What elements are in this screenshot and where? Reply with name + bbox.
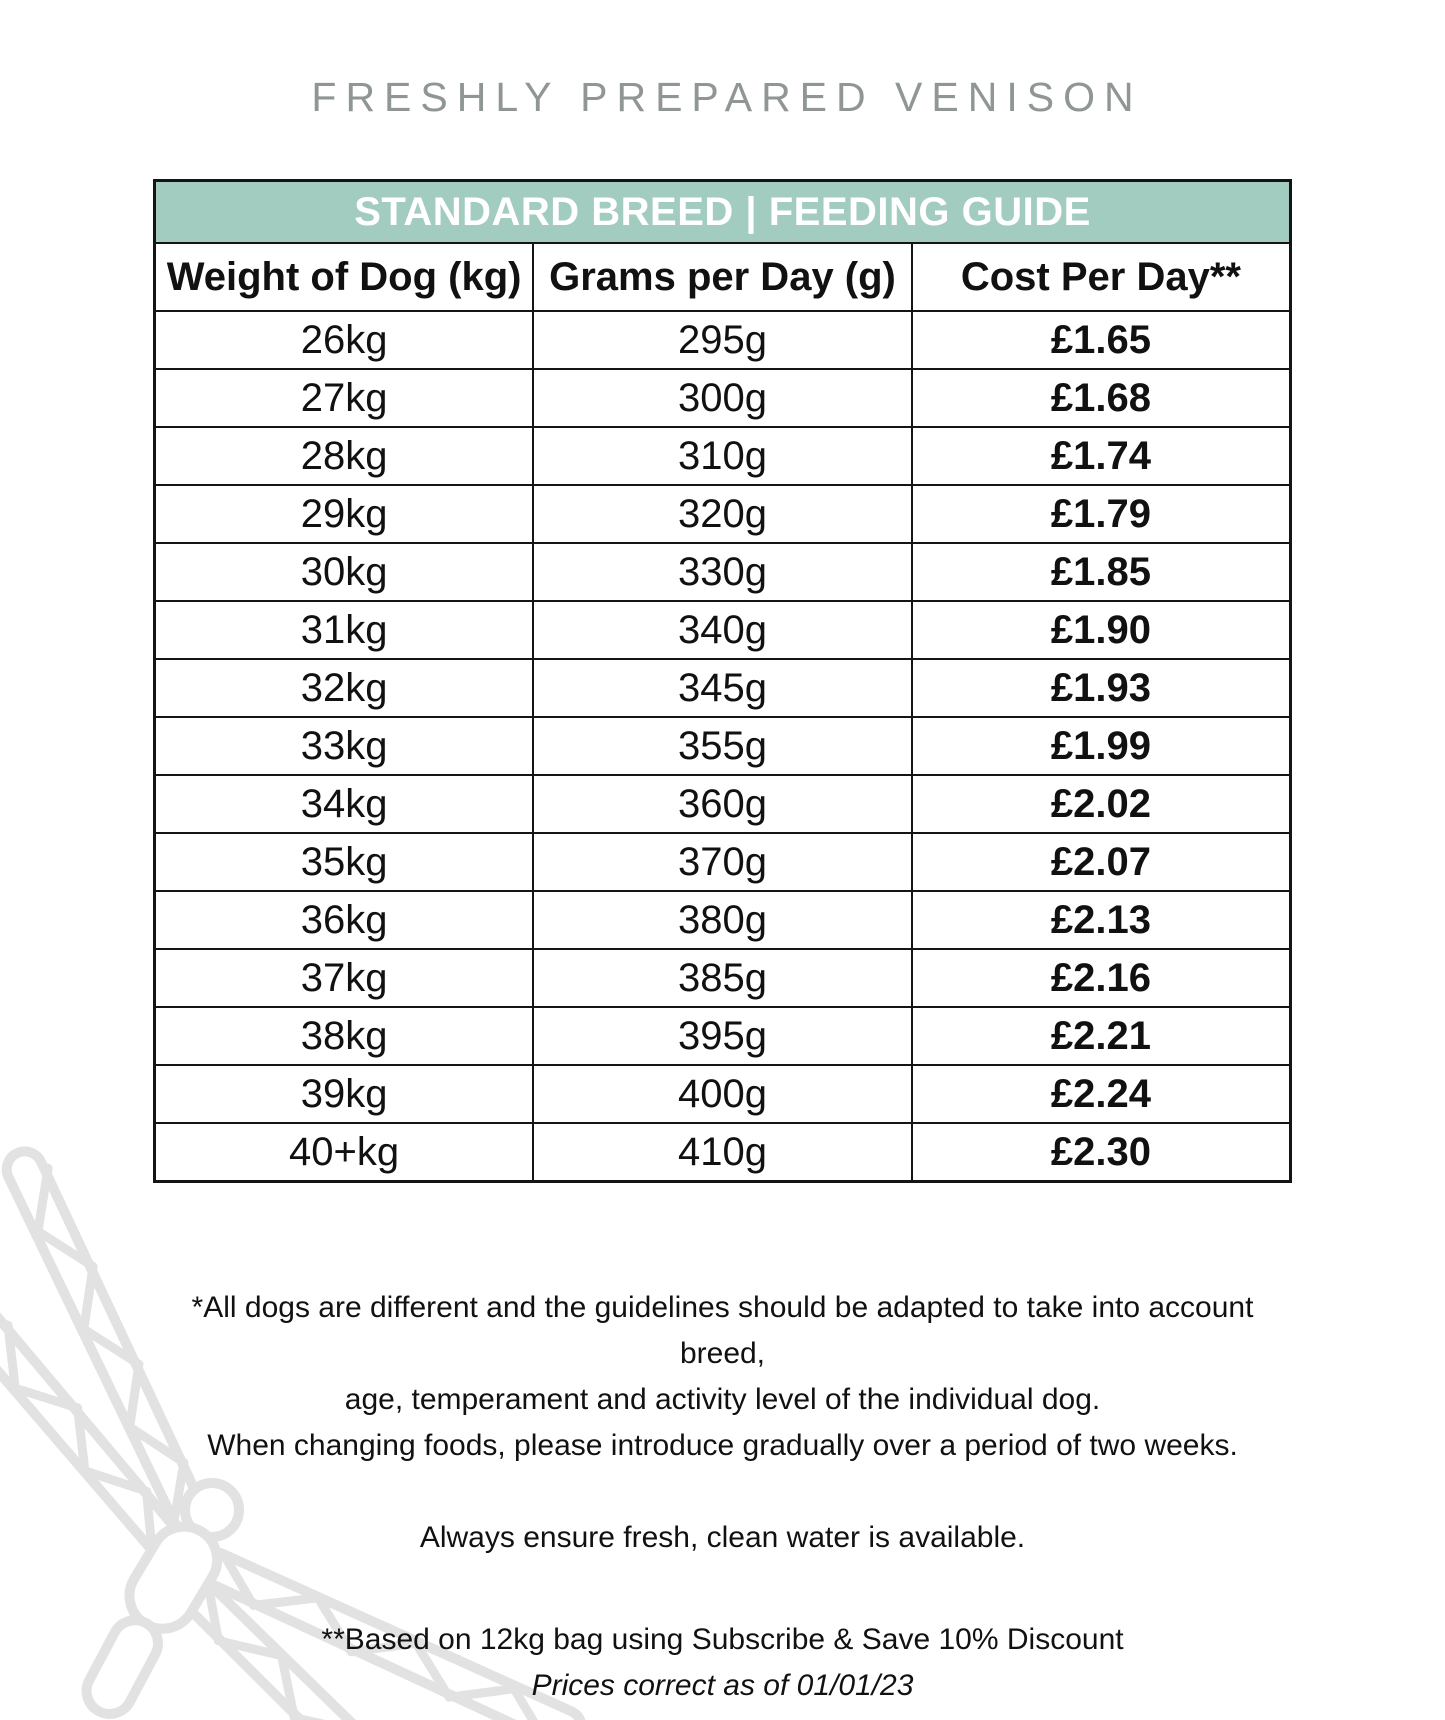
cell-grams: 410g xyxy=(533,1123,912,1182)
table-banner: STANDARD BREED | FEEDING GUIDE xyxy=(155,181,1291,244)
cell-cost: £1.65 xyxy=(912,311,1291,369)
note-adapt xyxy=(153,1285,1292,1469)
cell-weight: 35kg xyxy=(155,833,534,891)
cell-cost: £1.74 xyxy=(912,427,1291,485)
cell-grams: 360g xyxy=(533,775,912,833)
table-row xyxy=(155,775,1291,833)
cell-weight: 34kg xyxy=(155,775,534,833)
cell-grams: 400g xyxy=(533,1065,912,1123)
column-header-cost: Cost Per Day** xyxy=(912,243,1291,311)
note-adapt-line2: age, temperament and activity level of the individual dog. xyxy=(344,1383,1101,1416)
cell-grams: 340g xyxy=(533,601,912,659)
table-row xyxy=(155,369,1291,427)
note-prices: Prices correct as of 01/01/23 xyxy=(531,1669,914,1702)
cell-grams: 395g xyxy=(533,1007,912,1065)
cell-weight: 33kg xyxy=(155,717,534,775)
note-adapt-line1: *All dogs are different and the guidelines should be adapted to take into account breed, xyxy=(191,1291,1254,1370)
column-header-row xyxy=(155,243,1291,311)
cell-weight: 31kg xyxy=(155,601,534,659)
feeding-guide-page xyxy=(153,0,1292,1709)
cell-grams: 380g xyxy=(533,891,912,949)
cell-grams: 330g xyxy=(533,543,912,601)
cell-cost: £1.79 xyxy=(912,485,1291,543)
cell-cost: £2.07 xyxy=(912,833,1291,891)
note-basis: **Based on 12kg bag using Subscribe & Save 10% Discount xyxy=(321,1623,1124,1656)
cell-weight: 37kg xyxy=(155,949,534,1007)
table-row xyxy=(155,601,1291,659)
column-header-weight: Weight of Dog (kg) xyxy=(155,243,534,311)
cell-weight: 38kg xyxy=(155,1007,534,1065)
banner-row xyxy=(155,181,1291,244)
table-row xyxy=(155,485,1291,543)
footnotes xyxy=(153,1285,1292,1709)
feeding-guide-table xyxy=(153,179,1292,1183)
table-row xyxy=(155,891,1291,949)
table-row xyxy=(155,659,1291,717)
cell-weight: 28kg xyxy=(155,427,534,485)
cell-grams: 310g xyxy=(533,427,912,485)
table-row xyxy=(155,427,1291,485)
cell-cost: £1.99 xyxy=(912,717,1291,775)
table-row xyxy=(155,949,1291,1007)
cell-weight: 39kg xyxy=(155,1065,534,1123)
table-row xyxy=(155,717,1291,775)
cell-weight: 26kg xyxy=(155,311,534,369)
cell-grams: 355g xyxy=(533,717,912,775)
cell-grams: 295g xyxy=(533,311,912,369)
cell-cost: £2.21 xyxy=(912,1007,1291,1065)
cell-weight: 36kg xyxy=(155,891,534,949)
cell-cost: £2.30 xyxy=(912,1123,1291,1182)
table-row xyxy=(155,1123,1291,1182)
cell-cost: £2.02 xyxy=(912,775,1291,833)
note-adapt-line3: When changing foods, please introduce gradually over a period of two weeks. xyxy=(207,1429,1238,1462)
cell-weight: 27kg xyxy=(155,369,534,427)
cell-cost: £1.93 xyxy=(912,659,1291,717)
table-row xyxy=(155,1007,1291,1065)
table-row xyxy=(155,833,1291,891)
table-row xyxy=(155,311,1291,369)
cell-cost: £2.16 xyxy=(912,949,1291,1007)
cell-cost: £2.24 xyxy=(912,1065,1291,1123)
cell-grams: 370g xyxy=(533,833,912,891)
feeding-rows xyxy=(155,311,1291,1182)
cell-weight: 30kg xyxy=(155,543,534,601)
table-row xyxy=(155,543,1291,601)
cell-weight: 40+kg xyxy=(155,1123,534,1182)
cell-weight: 32kg xyxy=(155,659,534,717)
page-title: FRESHLY PREPARED VENISON xyxy=(311,74,1143,120)
cell-cost: £1.85 xyxy=(912,543,1291,601)
cell-cost: £1.90 xyxy=(912,601,1291,659)
table-row xyxy=(155,1065,1291,1123)
note-water: Always ensure fresh, clean water is available. xyxy=(419,1521,1026,1554)
cell-grams: 320g xyxy=(533,485,912,543)
cell-cost: £1.68 xyxy=(912,369,1291,427)
cell-grams: 300g xyxy=(533,369,912,427)
cell-grams: 345g xyxy=(533,659,912,717)
cell-grams: 385g xyxy=(533,949,912,1007)
cell-cost: £2.13 xyxy=(912,891,1291,949)
cell-weight: 29kg xyxy=(155,485,534,543)
column-header-grams: Grams per Day (g) xyxy=(533,243,912,311)
